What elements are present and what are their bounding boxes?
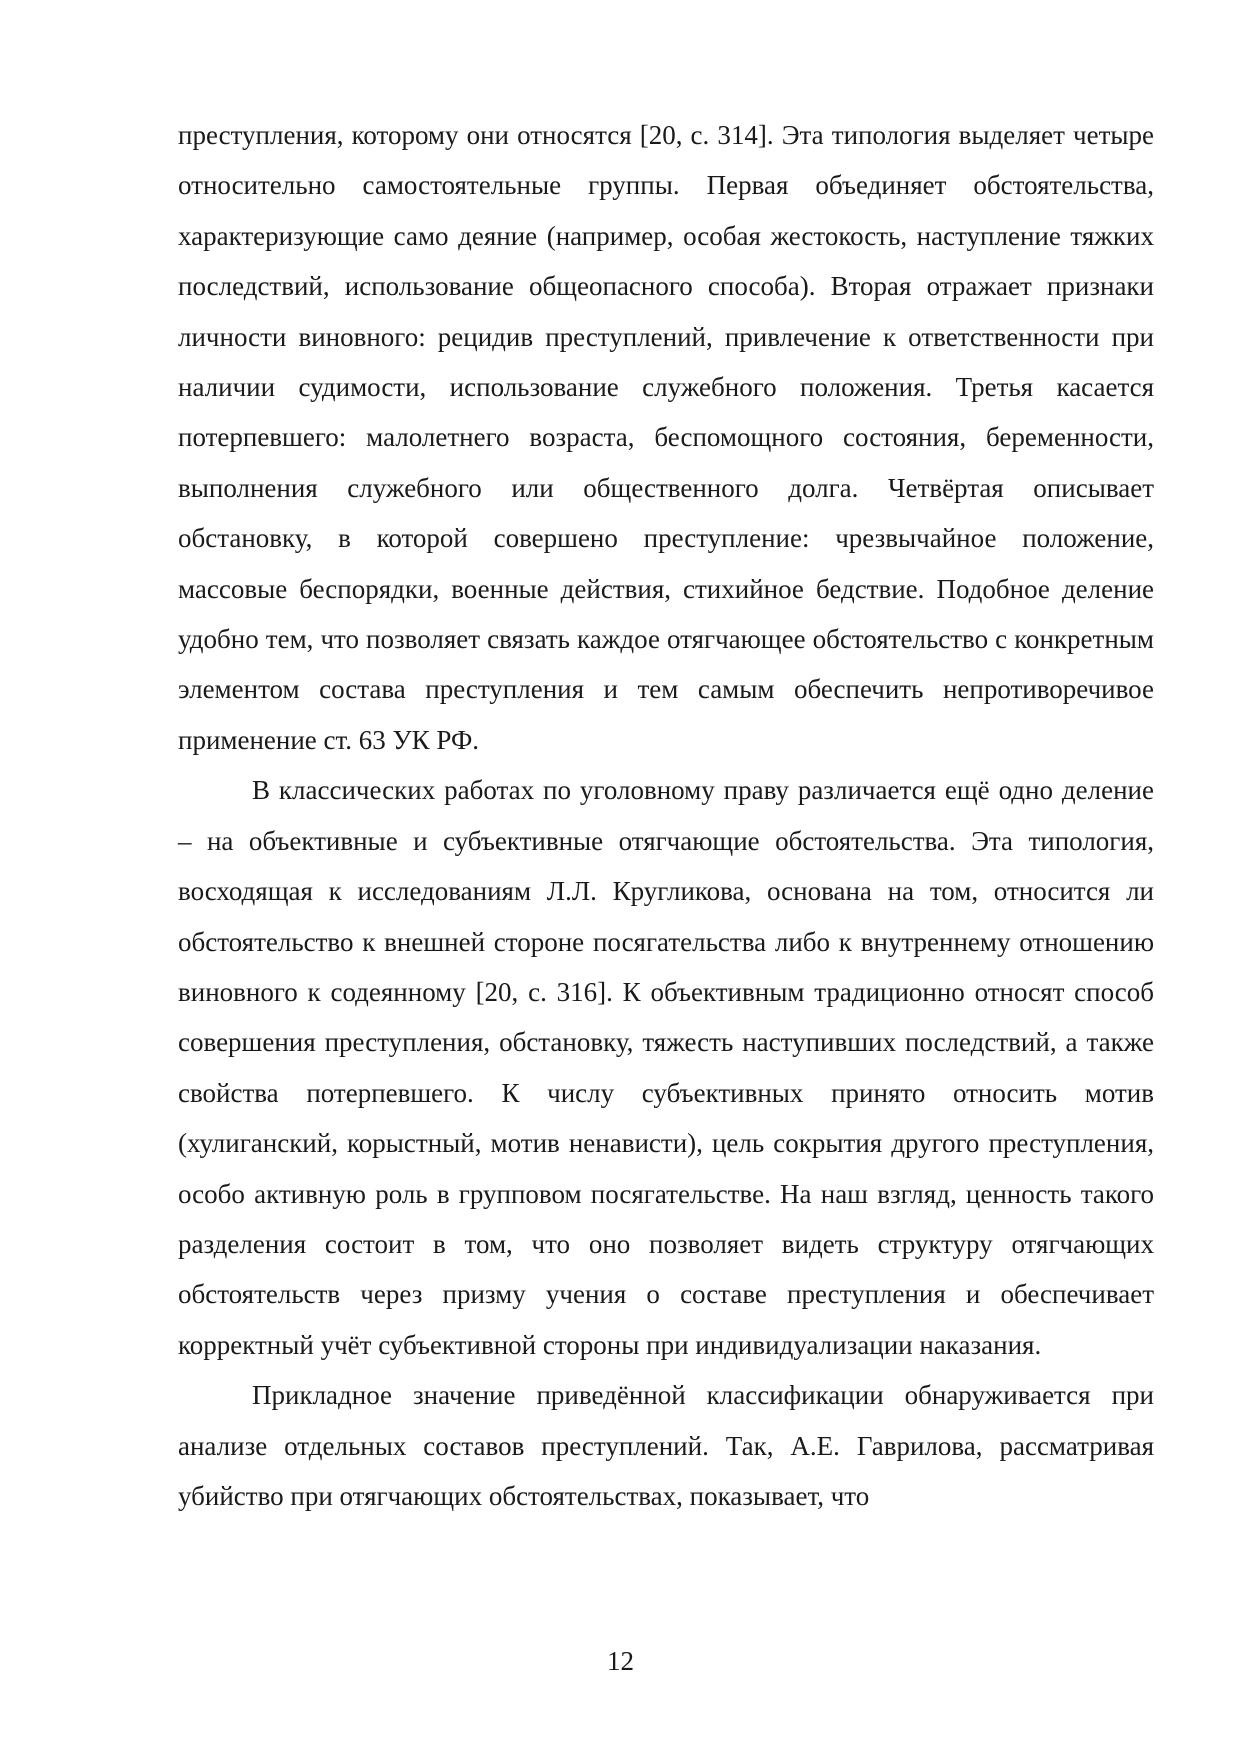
page-number: 12: [607, 1646, 634, 1676]
paragraph-continuation: преступления, которому они относятся [20, с. 314]. Эта типология выделяет четыре относительно самостоятельные группы. Первая объединяет обстоятельства, характеризующие само деяние (например, особая жестокость, наступление тяжких последствий, использование общеопасного способа). Вторая отражает признаки личности виновного: рецидив преступлений, привлечение к ответственности при наличии судимости, использование служебного положения. Третья касается потерпевшего: малолетнего возраста, беспомощного состояния, беременности, выполнения служебного или общественного долга. Четвёртая описывает обстановку, в которой совершено преступление: чрезвычайное положение, массовые беспорядки, военные действия, стихийное бедствие. Подобное деление удобно тем, что позволяет связать каждое отягчающее обстоятельство с конкретным элементом состава преступления и тем самым обеспечить непротиворечивое применение ст. 63 УК РФ.: [178, 120, 1154, 755]
paragraph-classification: В классических работах по уголовному праву различается ещё одно деление – на объективные и субъективные отягчающие обстоятельства. Эта типология, восходящая к исследованиям Л.Л. Кругликова, основана на том, относится ли обстоятельство к внешней стороне посягательства либо к внутреннему отношению виновного к содеянному [20, с. 316]. К объективным традиционно относят способ совершения преступления, обстановку, тяжесть наступивших последствий, а также свойства потерпевшего. К числу субъективных принято относить мотив (хулиганский, корыстный, мотив ненависти), цель сокрытия другого преступления, особо активную роль в групповом посягательстве. На наш взгляд, ценность такого разделения состоит в том, что оно позволяет видеть структуру отягчающих обстоятельств через призму учения о составе преступления и обеспечивает корректный учёт субъективной стороны при индивидуализации наказания.: [178, 775, 1154, 1360]
body-text: [178, 110, 1154, 1521]
paragraph-applied-value: Прикладное значение приведённой классификации обнаруживается при анализе отдельных составов преступлений. Так, А.Е. Гаврилова, рассматривая убийство при отягчающих обстоятельствах, показывает, что: [178, 1380, 1154, 1511]
